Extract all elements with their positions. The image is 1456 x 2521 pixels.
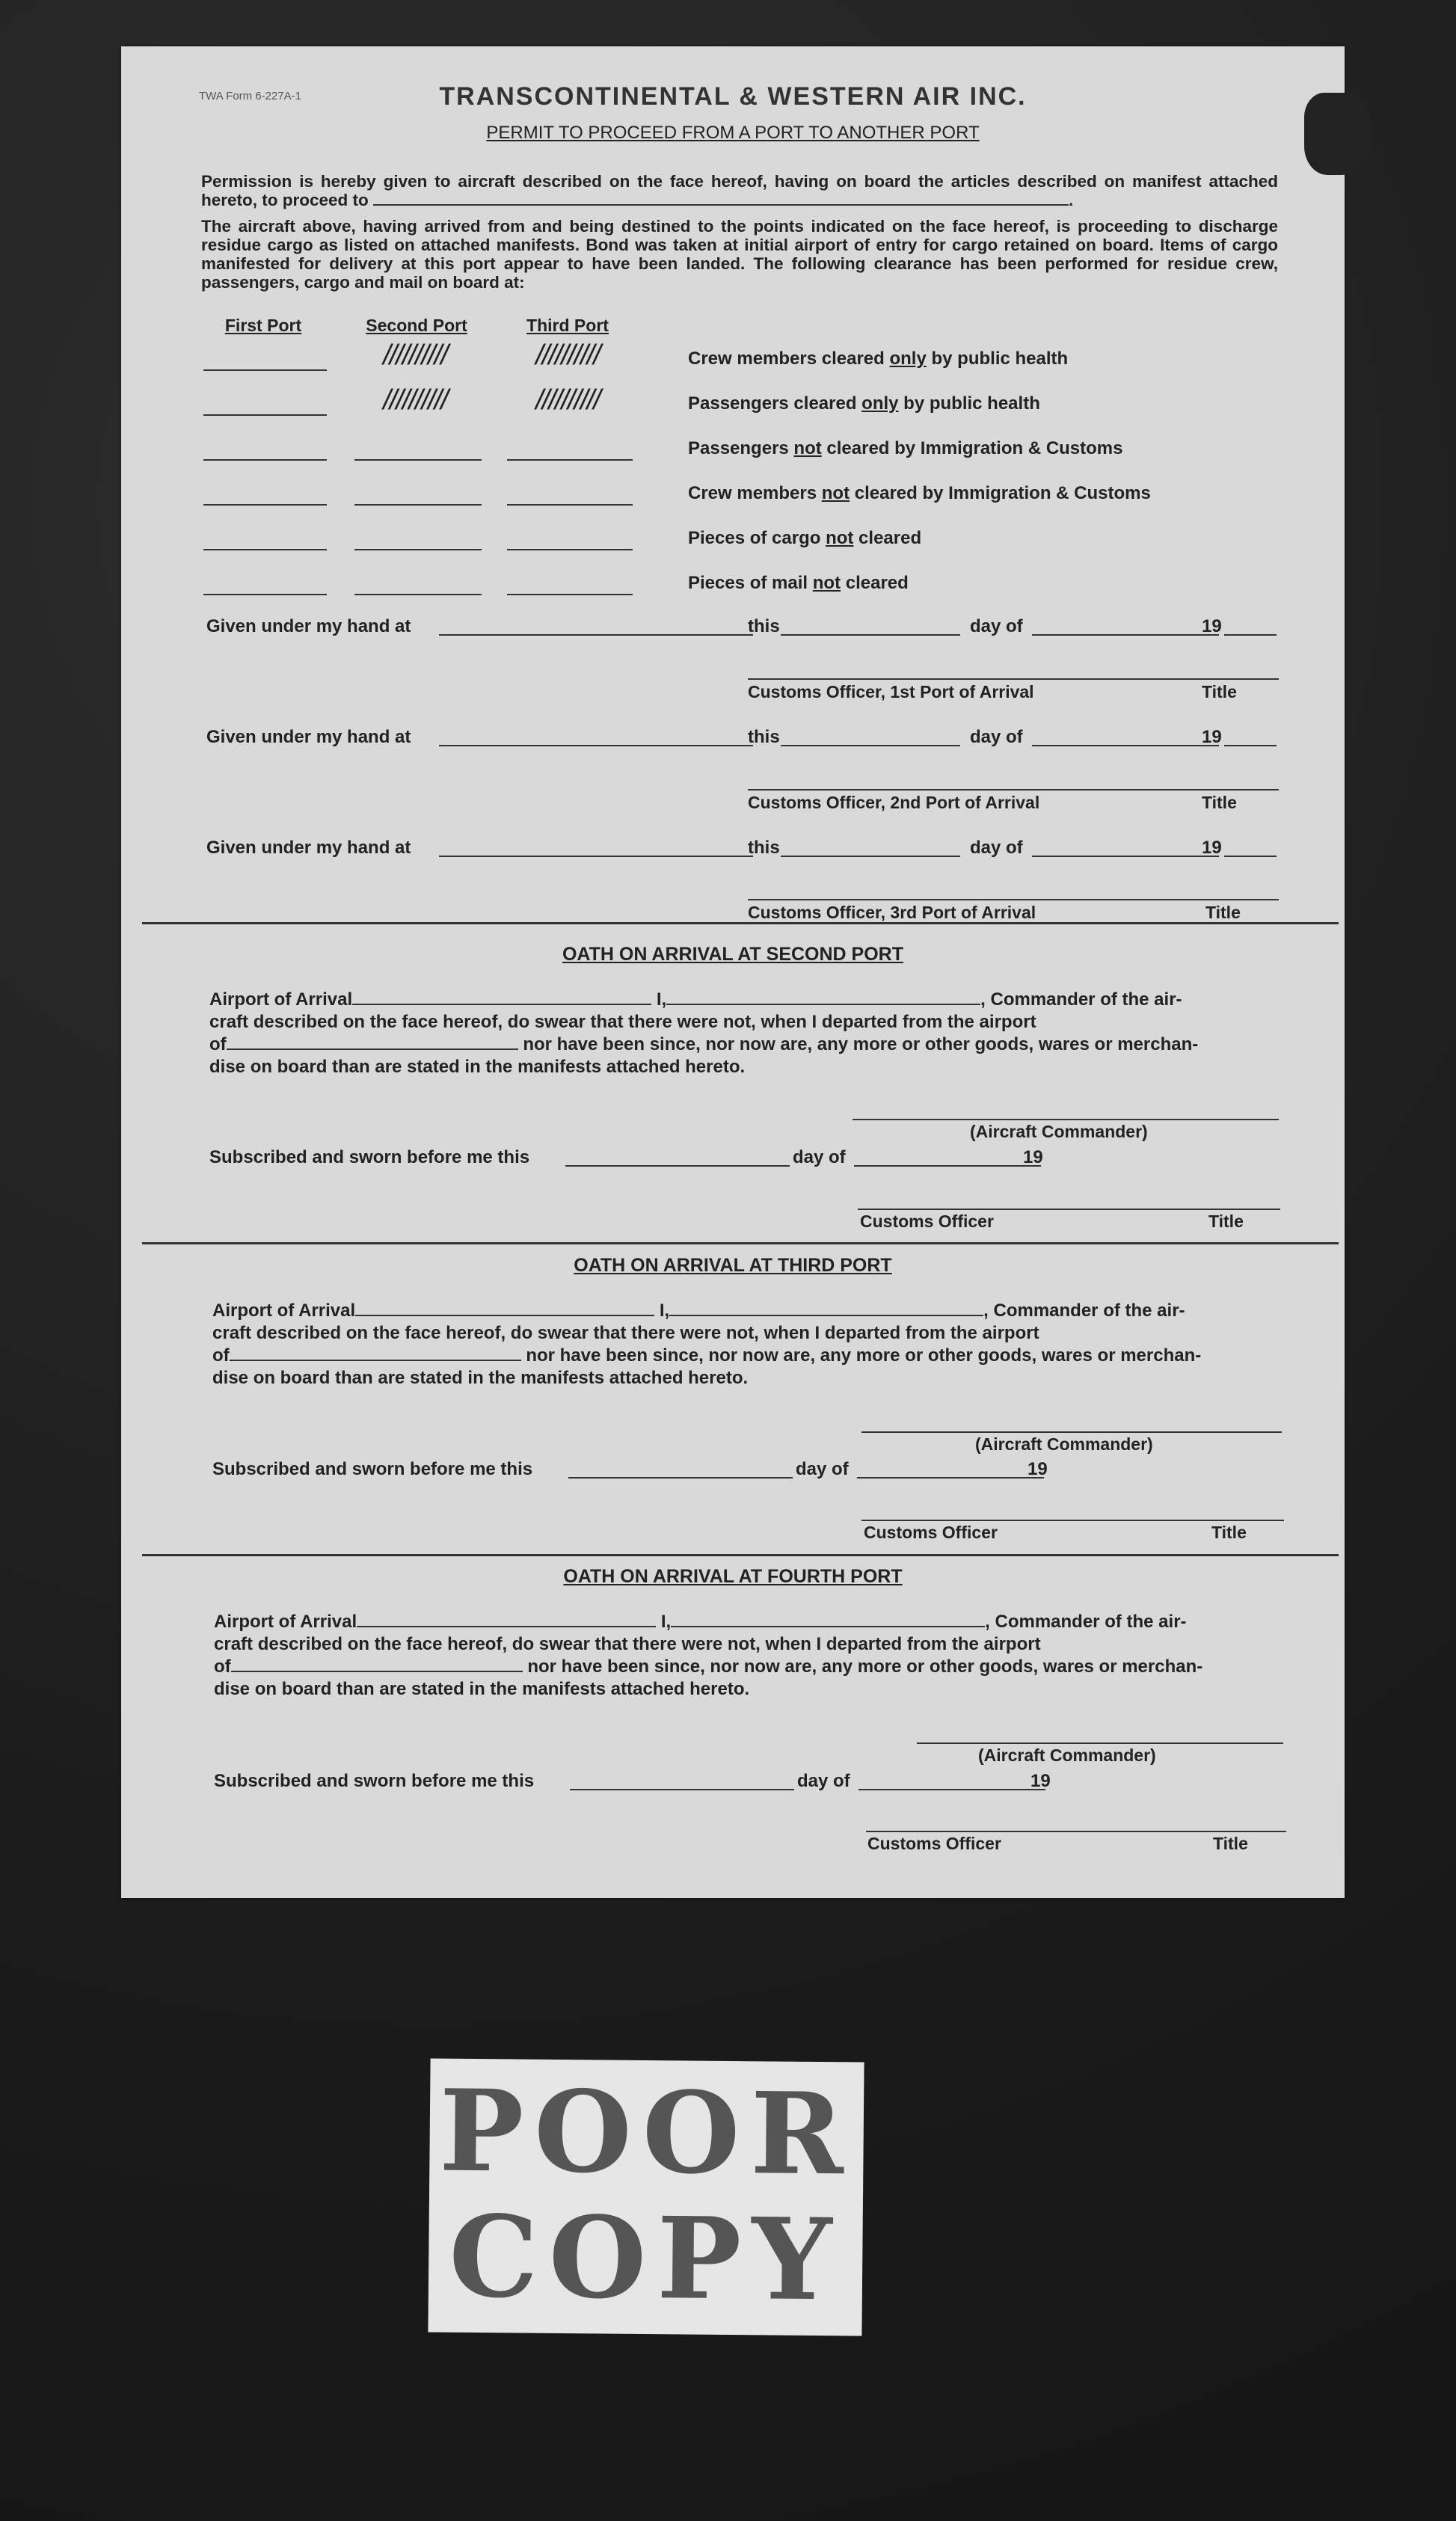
oath3-airport-blank[interactable]	[355, 1301, 654, 1316]
stamp-line-copy: COPY	[448, 2190, 843, 2327]
oath3-commander-name-blank[interactable]	[669, 1301, 983, 1316]
intro-line-1: Permission is hereby given to aircraft described on the face hereof, having on board the articles described on manifest attached hereto, to proceed to	[201, 172, 1278, 209]
given-under-label-3: Given under my hand at	[206, 838, 411, 858]
oath3-year-label: 19	[1028, 1459, 1048, 1479]
oath3-departure-blank[interactable]	[230, 1346, 521, 1361]
third-port-slashes-1: //////////	[535, 340, 600, 371]
month-blank-1[interactable]	[1032, 634, 1219, 636]
this-label-2: this	[748, 727, 780, 747]
oath4-officer-signature-line[interactable]	[866, 1831, 1286, 1832]
oath3-sworn-day-blank[interactable]	[568, 1477, 793, 1478]
oath2-officer-signature-line[interactable]	[858, 1209, 1280, 1210]
oath4-day-of-label: day of	[797, 1771, 850, 1791]
first-port-blank-3[interactable]	[203, 459, 327, 461]
officer-signature-line-1[interactable]	[748, 678, 1279, 680]
second-port-blank-4[interactable]	[354, 504, 482, 506]
second-port-slashes-1: //////////	[383, 340, 447, 371]
oath2-day-of-label: day of	[793, 1147, 846, 1167]
oath2-sworn-day-blank[interactable]	[565, 1165, 790, 1167]
destination-blank[interactable]	[373, 191, 1069, 206]
second-port-blank-3[interactable]	[354, 459, 482, 461]
this-blank-1[interactable]	[781, 634, 960, 636]
oath-second-port-title: OATH ON ARRIVAL AT SECOND PORT	[562, 944, 904, 965]
this-label-3: this	[748, 838, 780, 858]
oath-fourth-port-title: OATH ON ARRIVAL AT FOURTH PORT	[563, 1566, 903, 1587]
month-blank-3[interactable]	[1032, 856, 1219, 857]
given-place-blank-2[interactable]	[439, 745, 753, 746]
oath4-airport-blank[interactable]	[357, 1612, 656, 1627]
oath4-year-label: 19	[1030, 1771, 1051, 1791]
stamp-line-poor: POOR	[438, 2065, 855, 2201]
oath4-commander-name-blank[interactable]	[671, 1612, 985, 1627]
first-port-blank-2[interactable]	[203, 414, 327, 416]
given-place-blank-3[interactable]	[439, 856, 753, 857]
oath2-commander-label: (Aircraft Commander)	[970, 1122, 1148, 1141]
officer-label-3: Customs Officer, 3rd Port of Arrival	[748, 903, 1036, 922]
year-label-3: 19	[1202, 838, 1222, 858]
section-divider-3	[142, 1554, 1339, 1556]
oath4-commander-signature-line[interactable]	[917, 1742, 1283, 1744]
officer-label-1: Customs Officer, 1st Port of Arrival	[748, 682, 1034, 701]
day-of-label-2: day of	[970, 727, 1023, 747]
third-port-slashes-2: //////////	[535, 384, 600, 416]
first-port-blank-4[interactable]	[203, 504, 327, 506]
first-port-blank-1[interactable]	[203, 369, 327, 371]
this-label-1: this	[748, 616, 780, 636]
column-first-port: First Port	[224, 316, 302, 335]
oath4-subscribed-label: Subscribed and sworn before me this	[214, 1771, 535, 1791]
clearance-row-1: Crew members cleared only by public health	[688, 348, 1069, 369]
year-blank-1[interactable]	[1224, 634, 1277, 636]
third-port-blank-4[interactable]	[507, 504, 633, 506]
oath2-year-label: 19	[1023, 1147, 1043, 1167]
third-port-blank-3[interactable]	[507, 459, 633, 461]
month-blank-2[interactable]	[1032, 745, 1219, 746]
clearance-row-5: Pieces of cargo not cleared	[688, 528, 922, 548]
oath-second-port-body: Airport of Arrival I, , Commander of the air- craft described on the face hereof, do swear that there were not, when I departed from the airport of nor have been since, nor now are, any more or other goods, wares or merchan- dise on board than are stated in the manifests attached hereto.	[209, 989, 1199, 1077]
oath4-title-label: Title	[1213, 1834, 1248, 1853]
second-port-blank-6[interactable]	[354, 594, 482, 595]
company-name: TRANSCONTINENTAL & WESTERN AIR INC.	[439, 82, 1027, 111]
oath3-officer-signature-line[interactable]	[861, 1520, 1284, 1521]
officer-title-3: Title	[1205, 903, 1241, 922]
column-second-port: Second Port	[366, 316, 467, 335]
second-port-blank-5[interactable]	[354, 549, 482, 550]
form-page	[121, 46, 1345, 1898]
oath3-title-label: Title	[1211, 1523, 1247, 1542]
day-of-label-1: day of	[970, 616, 1023, 636]
oath4-sworn-month-blank[interactable]	[858, 1789, 1045, 1790]
given-place-blank-1[interactable]	[439, 634, 753, 636]
oath-third-port-title: OATH ON ARRIVAL AT THIRD PORT	[574, 1255, 892, 1276]
first-port-blank-5[interactable]	[203, 549, 327, 550]
oath3-sworn-month-blank[interactable]	[857, 1477, 1044, 1478]
oath-third-port-body: Airport of Arrival I, , Commander of the air- craft described on the face hereof, do swear that there were not, when I departed from the airport of nor have been since, nor now are, any more or other goods, wares or merchan- dise on board than are stated in the manifests attached hereto.	[212, 1301, 1202, 1388]
given-under-label-2: Given under my hand at	[206, 727, 411, 747]
year-label-1: 19	[1202, 616, 1222, 636]
oath3-commander-label: (Aircraft Commander)	[975, 1434, 1153, 1454]
year-blank-2[interactable]	[1224, 745, 1277, 746]
section-divider-2	[142, 1242, 1339, 1244]
first-port-blank-6[interactable]	[203, 594, 327, 595]
officer-signature-line-3[interactable]	[748, 899, 1279, 900]
oath4-customs-officer-label: Customs Officer	[867, 1834, 1001, 1853]
year-label-2: 19	[1202, 727, 1222, 747]
clearance-row-6: Pieces of mail not cleared	[688, 573, 909, 593]
year-blank-3[interactable]	[1224, 856, 1277, 857]
this-blank-2[interactable]	[781, 745, 960, 746]
clearance-row-3: Passengers not cleared by Immigration & Customs	[688, 438, 1123, 458]
third-port-blank-6[interactable]	[507, 594, 633, 595]
clearance-row-4: Crew members not cleared by Immigration & Customs	[688, 483, 1151, 503]
oath2-sworn-month-blank[interactable]	[854, 1165, 1041, 1167]
oath4-departure-blank[interactable]	[231, 1657, 523, 1672]
clearance-row-2: Passengers cleared only by public health	[688, 393, 1040, 414]
oath4-commander-label: (Aircraft Commander)	[978, 1745, 1156, 1765]
oath3-day-of-label: day of	[796, 1459, 849, 1479]
intro-paragraph-1: Permission is hereby given to aircraft described on the face hereof, having on board the articles described on manifest attached hereto, to proceed to .	[201, 172, 1278, 209]
oath3-commander-signature-line[interactable]	[861, 1431, 1282, 1433]
officer-title-2: Title	[1202, 793, 1237, 812]
oath2-commander-name-blank[interactable]	[666, 990, 980, 1005]
permit-title: PERMIT TO PROCEED FROM A PORT TO ANOTHER PORT	[486, 123, 980, 143]
intro-paragraph-2: The aircraft above, having arrived from and being destined to the points indicated on the face hereof, is proceeding to discharge residue cargo as listed on attached manifests. Bond was taken at initial airport of entry for cargo retained on board. Items of cargo manifested for delivery at this port appear to have been landed. The following clearance has been performed for residue crew, passengers, cargo and mail on board at:	[201, 217, 1278, 292]
oath4-sworn-day-blank[interactable]	[570, 1789, 794, 1790]
this-blank-3[interactable]	[781, 856, 960, 857]
oath2-airport-blank[interactable]	[352, 990, 651, 1005]
second-port-slashes-2: //////////	[383, 384, 447, 416]
officer-signature-line-2[interactable]	[748, 789, 1279, 790]
oath2-subscribed-label: Subscribed and sworn before me this	[209, 1147, 530, 1167]
day-of-label-3: day of	[970, 838, 1023, 858]
oath3-customs-officer-label: Customs Officer	[864, 1523, 998, 1542]
oath2-departure-blank[interactable]	[227, 1035, 518, 1050]
officer-title-1: Title	[1202, 682, 1237, 701]
oath-fourth-port-body: Airport of Arrival I, , Commander of the air- craft described on the face hereof, do swear that there were not, when I departed from the airport of nor have been since, nor now are, any more or other goods, wares or merchan- dise on board than are stated in the manifests attached hereto.	[214, 1612, 1203, 1699]
oath2-customs-officer-label: Customs Officer	[860, 1212, 994, 1231]
form-number: TWA Form 6-227A-1	[199, 90, 301, 102]
officer-label-2: Customs Officer, 2nd Port of Arrival	[748, 793, 1040, 812]
oath2-title-label: Title	[1208, 1212, 1244, 1231]
oath2-commander-signature-line[interactable]	[853, 1119, 1279, 1120]
column-third-port: Third Port	[526, 316, 609, 335]
oath3-subscribed-label: Subscribed and sworn before me this	[212, 1459, 533, 1479]
given-under-label-1: Given under my hand at	[206, 616, 411, 636]
section-divider-1	[142, 922, 1339, 924]
poor-copy-stamp	[428, 2058, 864, 2336]
third-port-blank-5[interactable]	[507, 549, 633, 550]
